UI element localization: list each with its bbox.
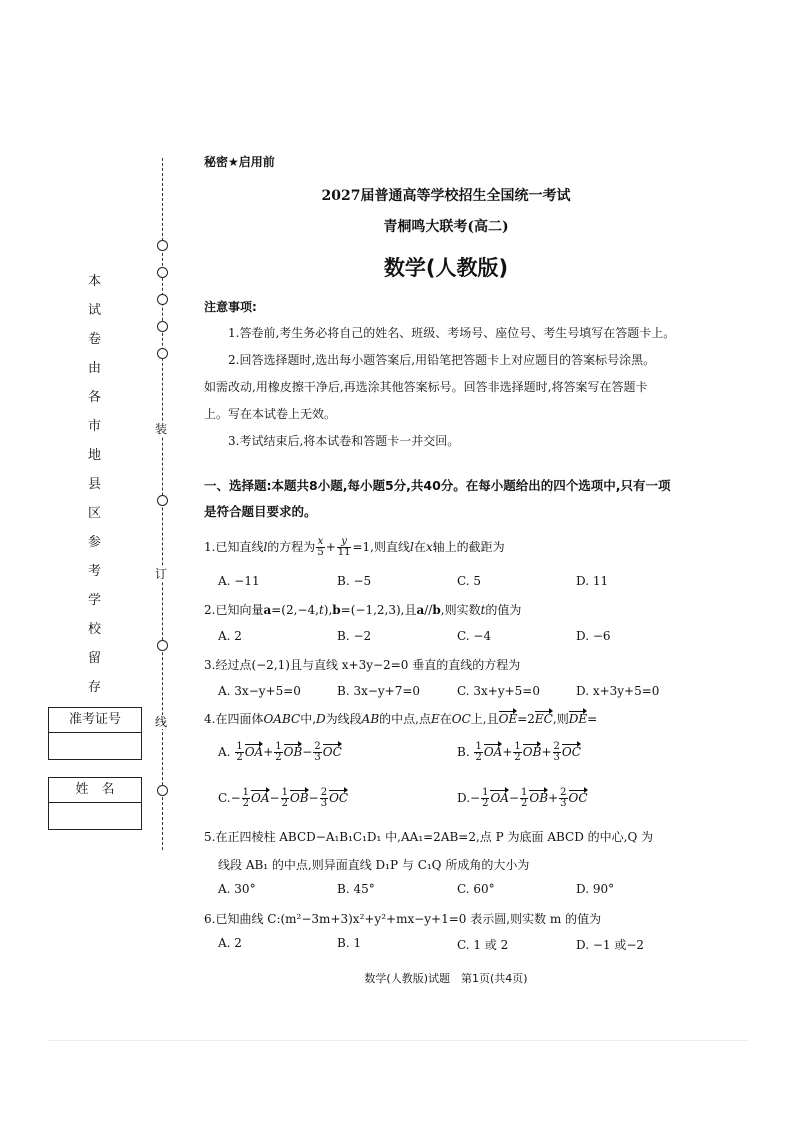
q5-option-b[interactable]: B. 45° [337,882,375,896]
vertical-notice-char: 学 [88,593,102,608]
q1-var-x: x [425,540,433,554]
q4-vec-oe: OE [498,712,518,726]
q4-c-label: C. [218,791,231,805]
q2-option-d[interactable]: D. −6 [576,629,611,643]
vec-oa: OA [490,791,509,805]
q2-rel-b: b [432,603,441,617]
frac-num: 2 [314,741,321,752]
q4-prefix: 4.在四面体 [204,712,264,726]
q2-option-a[interactable]: A. 2 [218,629,242,643]
q5-option-a[interactable]: A. 30° [218,882,256,896]
frac-num: 1 [514,741,521,752]
q3-option-c[interactable]: C. 3x+y+5=0 [457,684,540,698]
q1-plus: + [325,540,336,554]
exam-id-field[interactable] [49,733,141,759]
bottom-rule [48,1040,748,1041]
q4-b-frac1 [474,742,482,763]
q2-tail: ,则实数 [440,603,481,617]
vertical-notice-char: 本 [88,274,102,289]
frac-num: 2 [553,741,560,752]
frac-den: 2 [242,798,250,809]
frac-num: 1 [242,787,250,798]
q4-d-frac1 [481,788,489,809]
vec-oc: OC [568,791,588,805]
q1-option-a[interactable]: A. −11 [218,574,260,588]
q4-oabc: OABC [263,712,301,726]
frac-den: 3 [314,752,321,763]
name-label: 姓 名 [49,778,141,803]
q1-option-b[interactable]: B. −5 [337,574,372,588]
question-2 [204,601,521,618]
frac-num: 1 [521,787,528,798]
section-heading-line2: 是符合题目要求的。 [204,504,317,519]
q4-mid4: 在 [439,712,452,726]
binding-hole [157,640,168,651]
frac-den: 2 [281,798,288,809]
vertical-notice-char: 地 [88,448,102,463]
exam-id-label: 准考证号 [49,708,141,733]
binding-hole [157,785,168,796]
q4-a-frac2 [274,742,282,763]
q2-option-c[interactable]: C. −4 [457,629,492,643]
vertical-notice-char: 县 [88,477,102,492]
vec-oc: OC [561,745,581,759]
q4-a-frac3 [313,742,321,763]
frac-den: 2 [482,798,489,809]
q6-option-b[interactable]: B. 1 [337,936,362,950]
exam-id-box [48,707,142,760]
binding-char-xian: 线 [155,715,168,729]
vertical-notice-char: 试 [88,303,102,318]
q4-eq: =2 [517,712,535,726]
frac-den: 3 [560,798,567,809]
q4-mid6: ,则 [552,712,569,726]
q1-suffix: 轴上的截距为 [432,540,505,554]
q2-vec-b: b [332,603,341,617]
q4-mid3: 的中点,点 [379,712,431,726]
q4-d-frac3 [559,788,567,809]
op-plus: + [541,745,552,759]
q1-option-d[interactable]: D. 11 [576,574,609,588]
q4-c-frac2 [281,788,289,809]
vertical-notice-char: 考 [88,564,102,579]
question-1 [204,537,505,558]
q4-option-a[interactable] [218,742,342,763]
vec-ob: OB [283,745,303,759]
note-item-2-line2: 如需改动,用橡皮擦干净后,再选涂其他答案标号。回答非选择题时,将答案写在答题卡 [204,380,648,394]
secret-mark: 秘密★启用前 [204,155,275,169]
q4-vec-ec: EC [534,712,553,726]
q4-a-frac1 [235,742,243,763]
frac-den: 2 [475,752,482,763]
q1-prefix: 1.已知直线 [204,540,264,554]
frac-num: 2 [560,787,567,798]
binding-hole [157,348,168,359]
q6-option-a[interactable]: A. 2 [218,936,242,950]
q2-suffix: 的值为 [485,603,522,617]
section-heading-line1: 一、选择题:本题共8小题,每小题5分,共40分。在每小题给出的四个选项中,只有一项 [204,478,671,493]
q1-eq-rest: =1,则直线 [352,540,410,554]
op-minus: − [308,791,319,805]
q1-option-c[interactable]: C. 5 [457,574,482,588]
vertical-notice-char: 存 [88,680,102,695]
op-minus: − [269,791,280,805]
q2-var-t2: t [480,603,486,617]
vec-ob: OB [522,745,542,759]
vec-oa: OA [483,745,503,759]
vertical-notice-char: 各 [88,390,102,405]
op-minus: − [470,791,481,805]
q4-oc: OC [451,712,471,726]
binding-char-ding: 订 [155,567,168,581]
q4-e: E [430,712,440,726]
op-plus: + [548,791,559,805]
question-3: 3.经过点(−2,1)且与直线 x+3y−2=0 垂直的直线的方程为 [204,658,521,672]
q2-eq1b: ), [323,603,333,617]
question-4 [204,710,597,727]
question-6: 6.已知曲线 C:(m²−3m+3)x²+y²+mx−y+1=0 表示圆,则实数 m 的值为 [204,912,602,926]
q1-on: 在 [413,540,426,554]
binding-hole [157,267,168,278]
vertical-notice-char: 留 [88,651,102,666]
q1-var-l: l [263,540,268,554]
q1-frac2-num: y [341,536,347,547]
frac-den: 2 [236,752,243,763]
q6-option-c[interactable]: C. 1 或 2 [457,938,509,952]
q4-c-frac3 [320,788,328,809]
binding-hole [157,495,168,506]
frac-num: 1 [275,741,282,752]
q2-var-t: t [318,603,324,617]
op-plus: + [502,745,513,759]
vertical-notice-char: 卷 [88,332,102,347]
q4-mid1: 中, [300,712,317,726]
note-item-2-line3: 上。写在本试卷上无效。 [204,407,337,421]
frac-num: 1 [236,741,243,752]
q4-a-label: A. [218,745,231,759]
frac-num: 2 [320,787,328,798]
frac-num: 1 [475,741,482,752]
binding-hole [157,294,168,305]
q2-eq1: =(2,−4, [271,603,319,617]
vec-ob: OB [289,791,309,805]
subject-title: 数学(人教版) [383,256,509,280]
q2-parallel: // [424,603,433,617]
q1-frac1-den: 5 [317,547,324,558]
question-5-line1: 5.在正四棱柱 ABCD−A₁B₁C₁D₁ 中,AA₁=2AB=2,点 P 为底面 ABCD 的中心,Q 为 [204,830,654,844]
name-field[interactable] [49,803,141,829]
q4-tail: = [587,712,598,726]
q5-option-c[interactable]: C. 60° [457,882,495,896]
q1-frac2-den: 11 [337,547,351,558]
name-box [48,777,142,830]
q1-mid: 的方程为 [267,540,316,554]
vertical-notice-char: 参 [88,535,102,550]
q4-b-frac3 [553,742,561,763]
q4-c-frac1 [242,788,250,809]
note-item-2-line1: 2.回答选择题时,选出每小题答案后,用铅笔把答题卡上对应题目的答案标号涂黑。 [228,353,656,367]
vec-oa: OA [251,791,270,805]
op-minus: − [302,745,313,759]
frac-den: 3 [553,752,560,763]
q2-vec-a: a [263,603,272,617]
binding-hole [157,240,168,251]
q2-option-b[interactable]: B. −2 [337,629,372,643]
q4-b-label: B. [457,745,470,759]
vertical-notice-char: 校 [88,622,102,637]
frac-den: 2 [514,752,521,763]
q3-option-d[interactable]: D. x+3y+5=0 [576,684,660,698]
q1-frac-x-5 [316,537,324,558]
frac-den: 2 [521,798,528,809]
vec-oc: OC [322,745,342,759]
q3-option-b[interactable]: B. 3x−y+7=0 [337,684,421,698]
q4-option-d[interactable] [457,788,588,809]
question-5-line2: 线段 AB₁ 的中点,则异面直线 D₁P 与 C₁Q 所成角的大小为 [218,858,530,872]
exam-title: 2027届普通高等学校招生全国统一考试 [321,188,571,204]
frac-num: 1 [482,787,489,798]
exam-subtitle: 青桐鸣大联考(高二) [383,219,509,235]
note-item-3: 3.考试结束后,将本试卷和答题卡一并交回。 [228,434,460,448]
notes-heading: 注意事项: [204,300,257,314]
vertical-notice-char: 区 [88,506,102,521]
op-plus: + [263,745,274,759]
vec-ob: OB [529,791,549,805]
op-minus: − [508,791,520,805]
page-footer: 数学(人教版)试题 第1页(共4页) [364,972,528,985]
q4-b-frac2 [513,742,521,763]
q3-option-a[interactable]: A. 3x−y+5=0 [218,684,301,698]
q4-option-b[interactable] [457,742,581,763]
op-minus: − [230,791,241,805]
note-item-1: 1.答卷前,考生务必将自己的姓名、班级、考场号、座位号、考生号填写在答题卡上。 [228,326,676,340]
q5-option-d[interactable]: D. 90° [576,882,615,896]
vec-oc: OC [329,791,349,805]
q2-eq2: =(−1,2,3),且 [340,603,417,617]
q4-d: D [316,712,326,726]
binding-char-zhuang: 装 [155,422,168,436]
vertical-notice-char: 由 [88,361,102,376]
q4-ab: AB [361,712,380,726]
binding-hole [157,321,168,332]
frac-den: 3 [320,798,328,809]
q1-frac1-num: x [317,536,324,547]
vec-oa: OA [244,745,264,759]
q4-d-frac2 [520,788,528,809]
q2-rel-a: a [416,603,425,617]
q1-var-l2: l [410,540,414,554]
q4-mid2: 为线段 [325,712,362,726]
frac-den: 2 [275,752,282,763]
q4-d-label: D. [457,791,471,805]
q2-prefix: 2.已知向量 [204,603,264,617]
q4-mid5: 上,且 [470,712,499,726]
vertical-notice-char: 市 [88,419,102,434]
q6-option-d[interactable]: D. −1 或−2 [576,938,645,952]
q4-option-c[interactable] [218,788,348,809]
q4-vec-de: DE [568,712,588,726]
q1-frac-y-11 [337,537,352,558]
frac-num: 1 [281,787,288,798]
